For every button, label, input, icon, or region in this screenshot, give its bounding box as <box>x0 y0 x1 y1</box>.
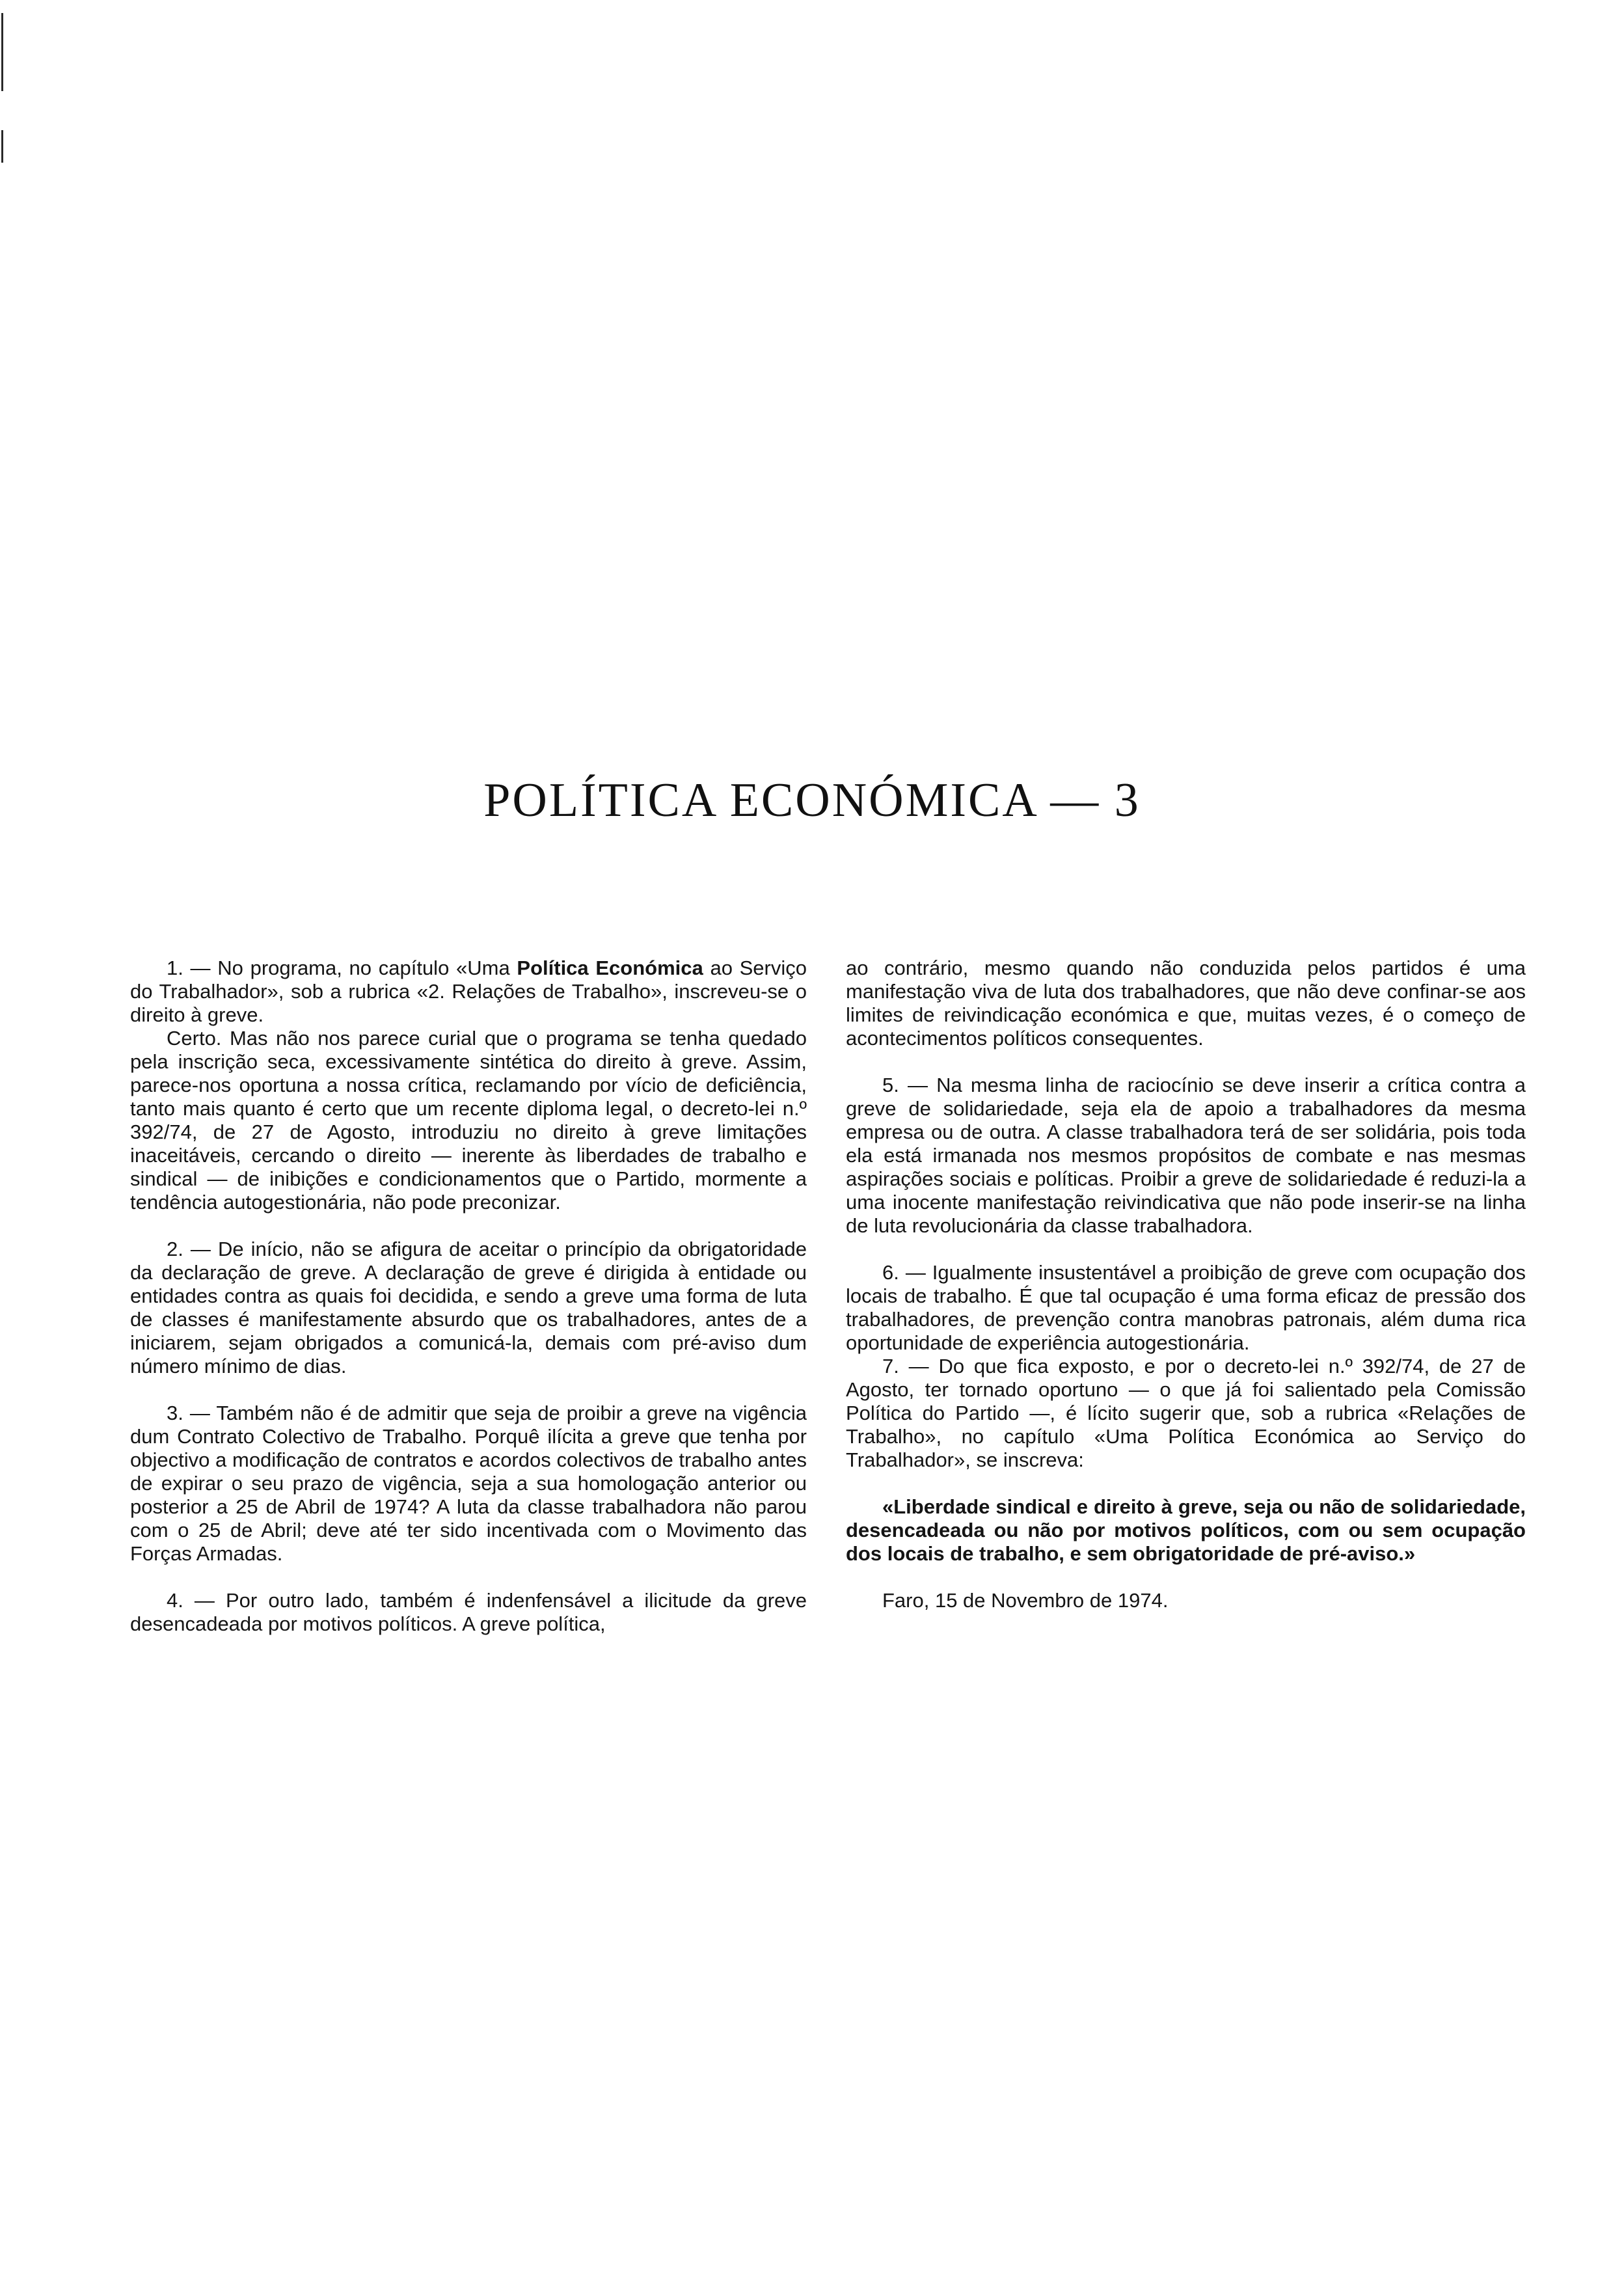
paragraph-6: 6. — Igualmente insustentável a proibição de greve com ocupação dos locais de trabalho. É que tal ocupação é uma forma eficaz de pressão dos trabalhadores, de prevenção contra manobras patronais, além duma rica oportunidade de experiência autogestionária. <box>846 1261 1526 1354</box>
signoff-date: Faro, 15 de Novembro de 1974. <box>882 1589 1169 1612</box>
paragraph-1-continued: Certo. Mas não nos parece curial que o programa se tenha quedado pela inscrição seca, excessivamente sintética do direito à greve. Assim, parece-nos oportuna a nossa crítica, reclamando por vício de deficiência, tanto mais quanto é certo que um recente diploma legal, o decreto-lei n.º 392/74, de 27 de Agosto, introduziu no direito à greve limitações inaceitáveis, cercando o direito — inerente às liberdades de trabalho e sindical — de inibições e condicionamentos que o Partido, mormente a tendência autogestionária, não pode preconizar. <box>130 1027 807 1214</box>
paragraph-5: 5. — Na mesma linha de raciocínio se deve inserir a crítica contra a greve de solidariedade, seja ela de apoio a trabalhadores da mesma empresa ou de outra. A classe trabalhadora terá de ser solidária, pois toda ela está irmanada nos mesmos propósitos de combate e nas mesmas aspirações sociais e políticas. Proibir a greve de solidariedade é reduzi-la a uma inocente manifestação reivindicativa que não pode inserir-se na linha de luta revolucionária da classe trabalhadora. <box>846 1074 1526 1237</box>
page-title: POLÍTICA ECONÓMICA — 3 <box>483 774 1141 827</box>
paragraph-2: 2. — De início, não se afigura de aceitar o princípio da obrigatoridade da declaração de greve. A declaração de greve é dirigida à entidade ou entidades contra as quais foi decidida, e sendo a greve uma forma de luta de classes é manifestamente absurdo que os trabalhadores, antes de a iniciarem, sejam obrigados a comunicá-la, demais com pré-aviso dum número mínimo de dias. <box>130 1238 807 1378</box>
left-column <box>130 957 807 1636</box>
proposed-text-quote: «Liberdade sindical e direito à greve, seja ou não de solidariedade, desencadeada ou não por motivos políticos, com ou sem ocupação dos locais de trabalho, e sem obrigatoridade de pré-aviso.» <box>846 1495 1526 1565</box>
scan-edge-mark <box>1 13 3 91</box>
paragraph-3: 3. — Também não é de admitir que seja de proibir a greve na vigência dum Contrato Colectivo de Trabalho. Porquê ilícita a greve que tenha por objectivo a modificação de contratos e acordos colectivos de trabalho antes de expirar o seu prazo de vigência, seja a sua homologação anterior ou posterior a 25 de Abril de 1974? A luta da classe trabalhadora não parou com o 25 de Abril; deve até ter sido incentivada com o Movimento das Forças Armadas. <box>130 1402 807 1565</box>
emphasis-politica-economica: Política Económica <box>517 957 703 979</box>
scan-edge-mark <box>1 130 3 163</box>
paragraph-1: 1. — No programa, no capítulo «Uma Política Económica ao Serviço do Trabalhador», sob a rubrica «2. Relações de Trabalho», inscreveu-se o direito à greve. <box>130 957 807 1026</box>
paragraph-4: 4. — Por outro lado, também é indenfensável a ilicitude da greve desencadeada por motivos políticos. A greve política, <box>130 1589 807 1635</box>
paragraph-4-continued: ao contrário, mesmo quando não conduzida pelos partidos é uma manifestação viva de luta dos trabalhadores, que não deve confinar-se aos limites de reivindicação económica e que, muitas vezes, é o começo de acontecimentos políticos consequentes. <box>846 957 1526 1050</box>
paragraph-7: 7. — Do que fica exposto, e por o decreto-lei n.º 392/74, de 27 de Agosto, ter tornado oportuno — o que já foi salientado pela Comissão Política do Partido —, é lícito sugerir que, sob a rubrica «Relações de Trabalho», no capítulo «Uma Política Económica ao Serviço do Trabalhador», se inscreva: <box>846 1355 1526 1471</box>
right-column <box>846 957 1526 1612</box>
